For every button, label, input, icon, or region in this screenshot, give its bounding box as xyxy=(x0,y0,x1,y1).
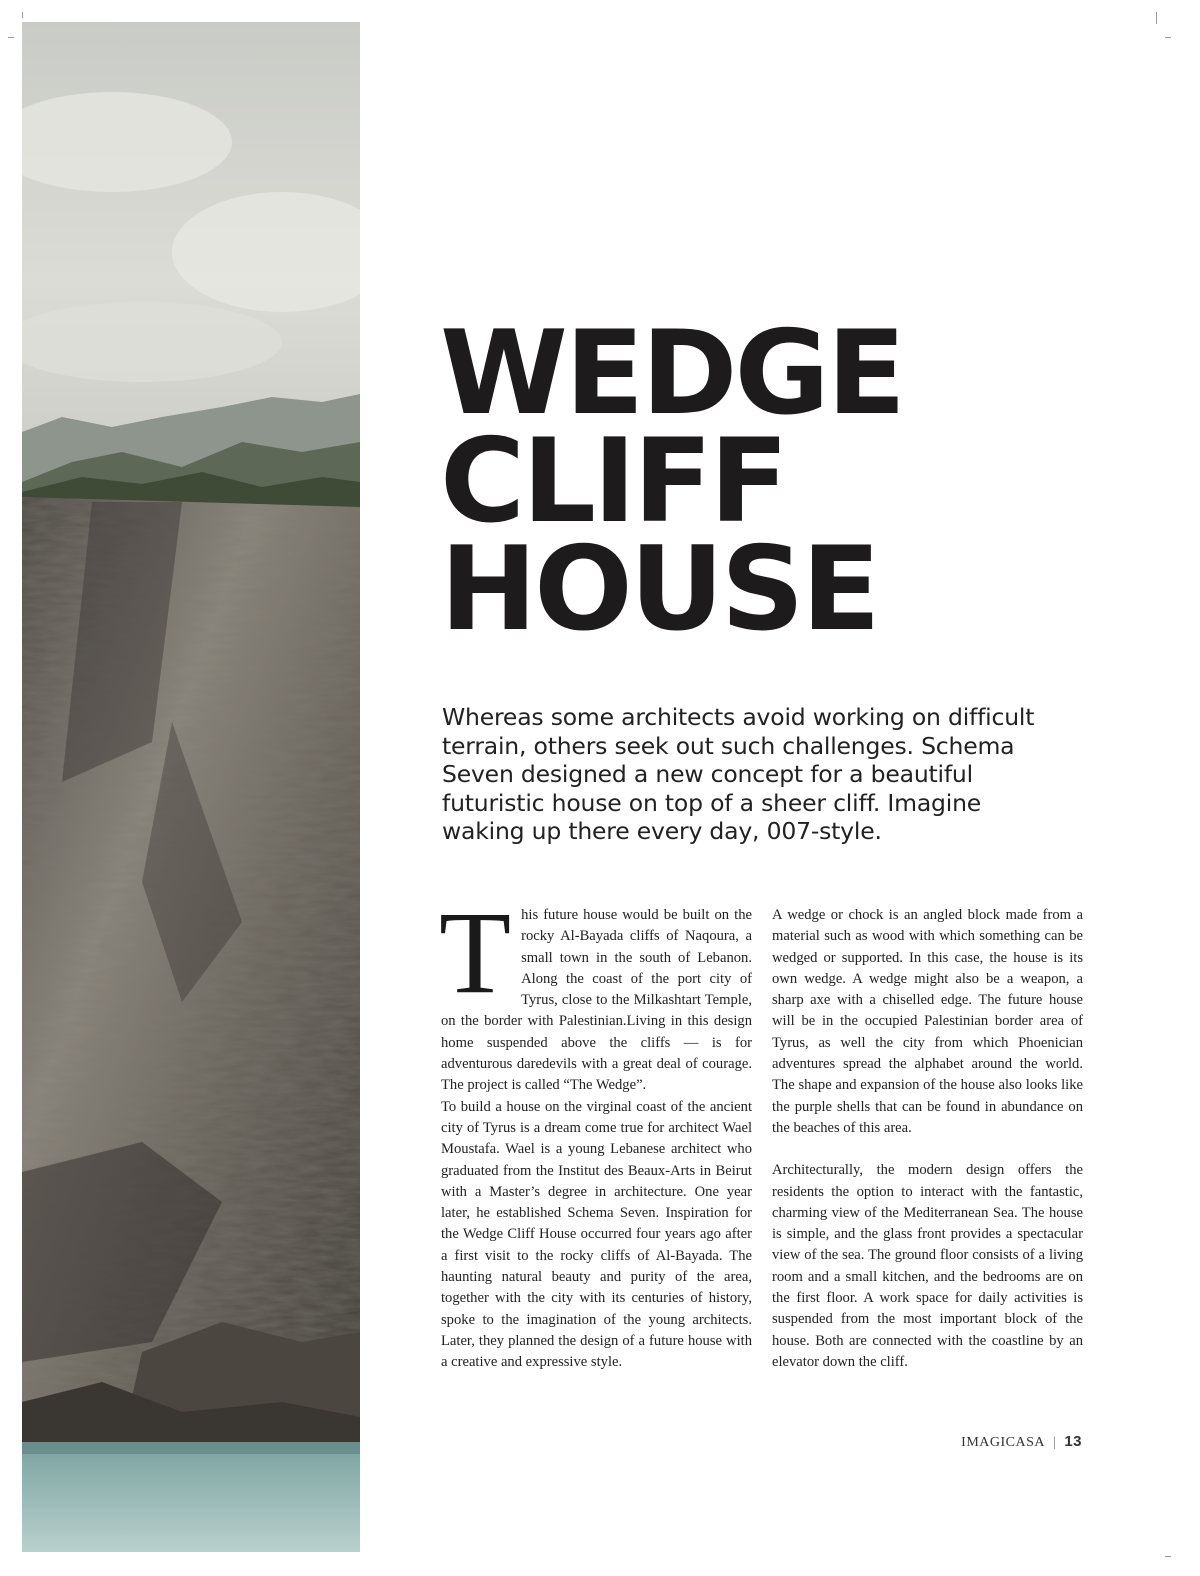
title-line: HOUSE xyxy=(440,522,878,657)
page-footer xyxy=(961,1433,1082,1451)
crop-mark xyxy=(1165,37,1171,38)
footer-separator: | xyxy=(1053,1435,1057,1450)
cliff-photo xyxy=(22,22,360,1552)
article-lede: Whereas some architects avoid working on difficult terrain, others seek out such challenges. Schema Seven designed a new concept for a beautiful futuristic house on top of a sheer cliff. Imagine waking up there every day, 007-style. xyxy=(442,703,1035,845)
crop-mark xyxy=(22,12,23,18)
article-title xyxy=(440,306,903,657)
crop-mark xyxy=(8,37,14,38)
paragraph-text: his future house would be built on the rocky Al-Bayada cliffs of Naqoura, a small town in the south of Lebanon. Along the coast of the port city of Tyrus, close to the Milkashtart Temple, on the border with Palestinian.Living in this design home suspended above the cliffs — is for adventurous daredevils with a great deal of courage. The project is called “The Wedge”. xyxy=(441,907,752,1094)
magazine-name: IMAGICASA xyxy=(961,1435,1045,1450)
body-column-left xyxy=(439,887,752,1374)
crop-mark xyxy=(1156,12,1157,24)
drop-cap: T xyxy=(439,887,512,1018)
title-line: WEDGE xyxy=(440,306,903,441)
crop-mark xyxy=(1165,1556,1171,1557)
page-number: 13 xyxy=(1064,1433,1082,1450)
body-paragraph: To build a house on the virginal coast of the ancient city of Tyrus is a dream come true for architect Wael Moustafa. Wael is a young Lebanese architect who graduated from the Institut des Beaux-Arts in Beirut with a Master’s degree in architecture. One year later, he established Schema Seven. Inspiration for the Wedge Cliff House occurred four years ago after a first visit to the rocky cliffs of Al-Bayada. The haunting natural beauty and purity of the area, together with the city with its centuries of history, spoke to the imagination of the young architects. Later, they planned the design of a future house with a creative and expressive style. xyxy=(441,1098,752,1371)
title-line: CLIFF xyxy=(440,414,786,549)
body-paragraph: A wedge or chock is an angled block made from a material such as wood with which something can be wedged or supported. In this case, the house is its own wedge. A wedge might also be a weapon, a sharp axe with a chiselled edge. The future house will be in the occupied Palestinian border area of Tyrus, as well the city from which Phoenician adventures spread the alphabet around the world. The shape and expansion of the house also looks like the purple shells that can be found in abundance on the beaches of this area. xyxy=(772,907,1083,1136)
body-paragraph xyxy=(439,887,752,1097)
body-paragraph: Architecturally, the modern design offers the residents the option to interact with the fantastic, charming view of the Mediterranean Sea. The house is simple, and the glass front provides a spectacular view of the sea. The ground floor consists of a living room and a small kitchen, and the bedrooms are on the first floor. A work space for daily activities is suspended from the most important block of the house. Both are connected with the coastline by an elevator down the cliff. xyxy=(772,1162,1083,1370)
body-column-right xyxy=(772,905,1083,1373)
